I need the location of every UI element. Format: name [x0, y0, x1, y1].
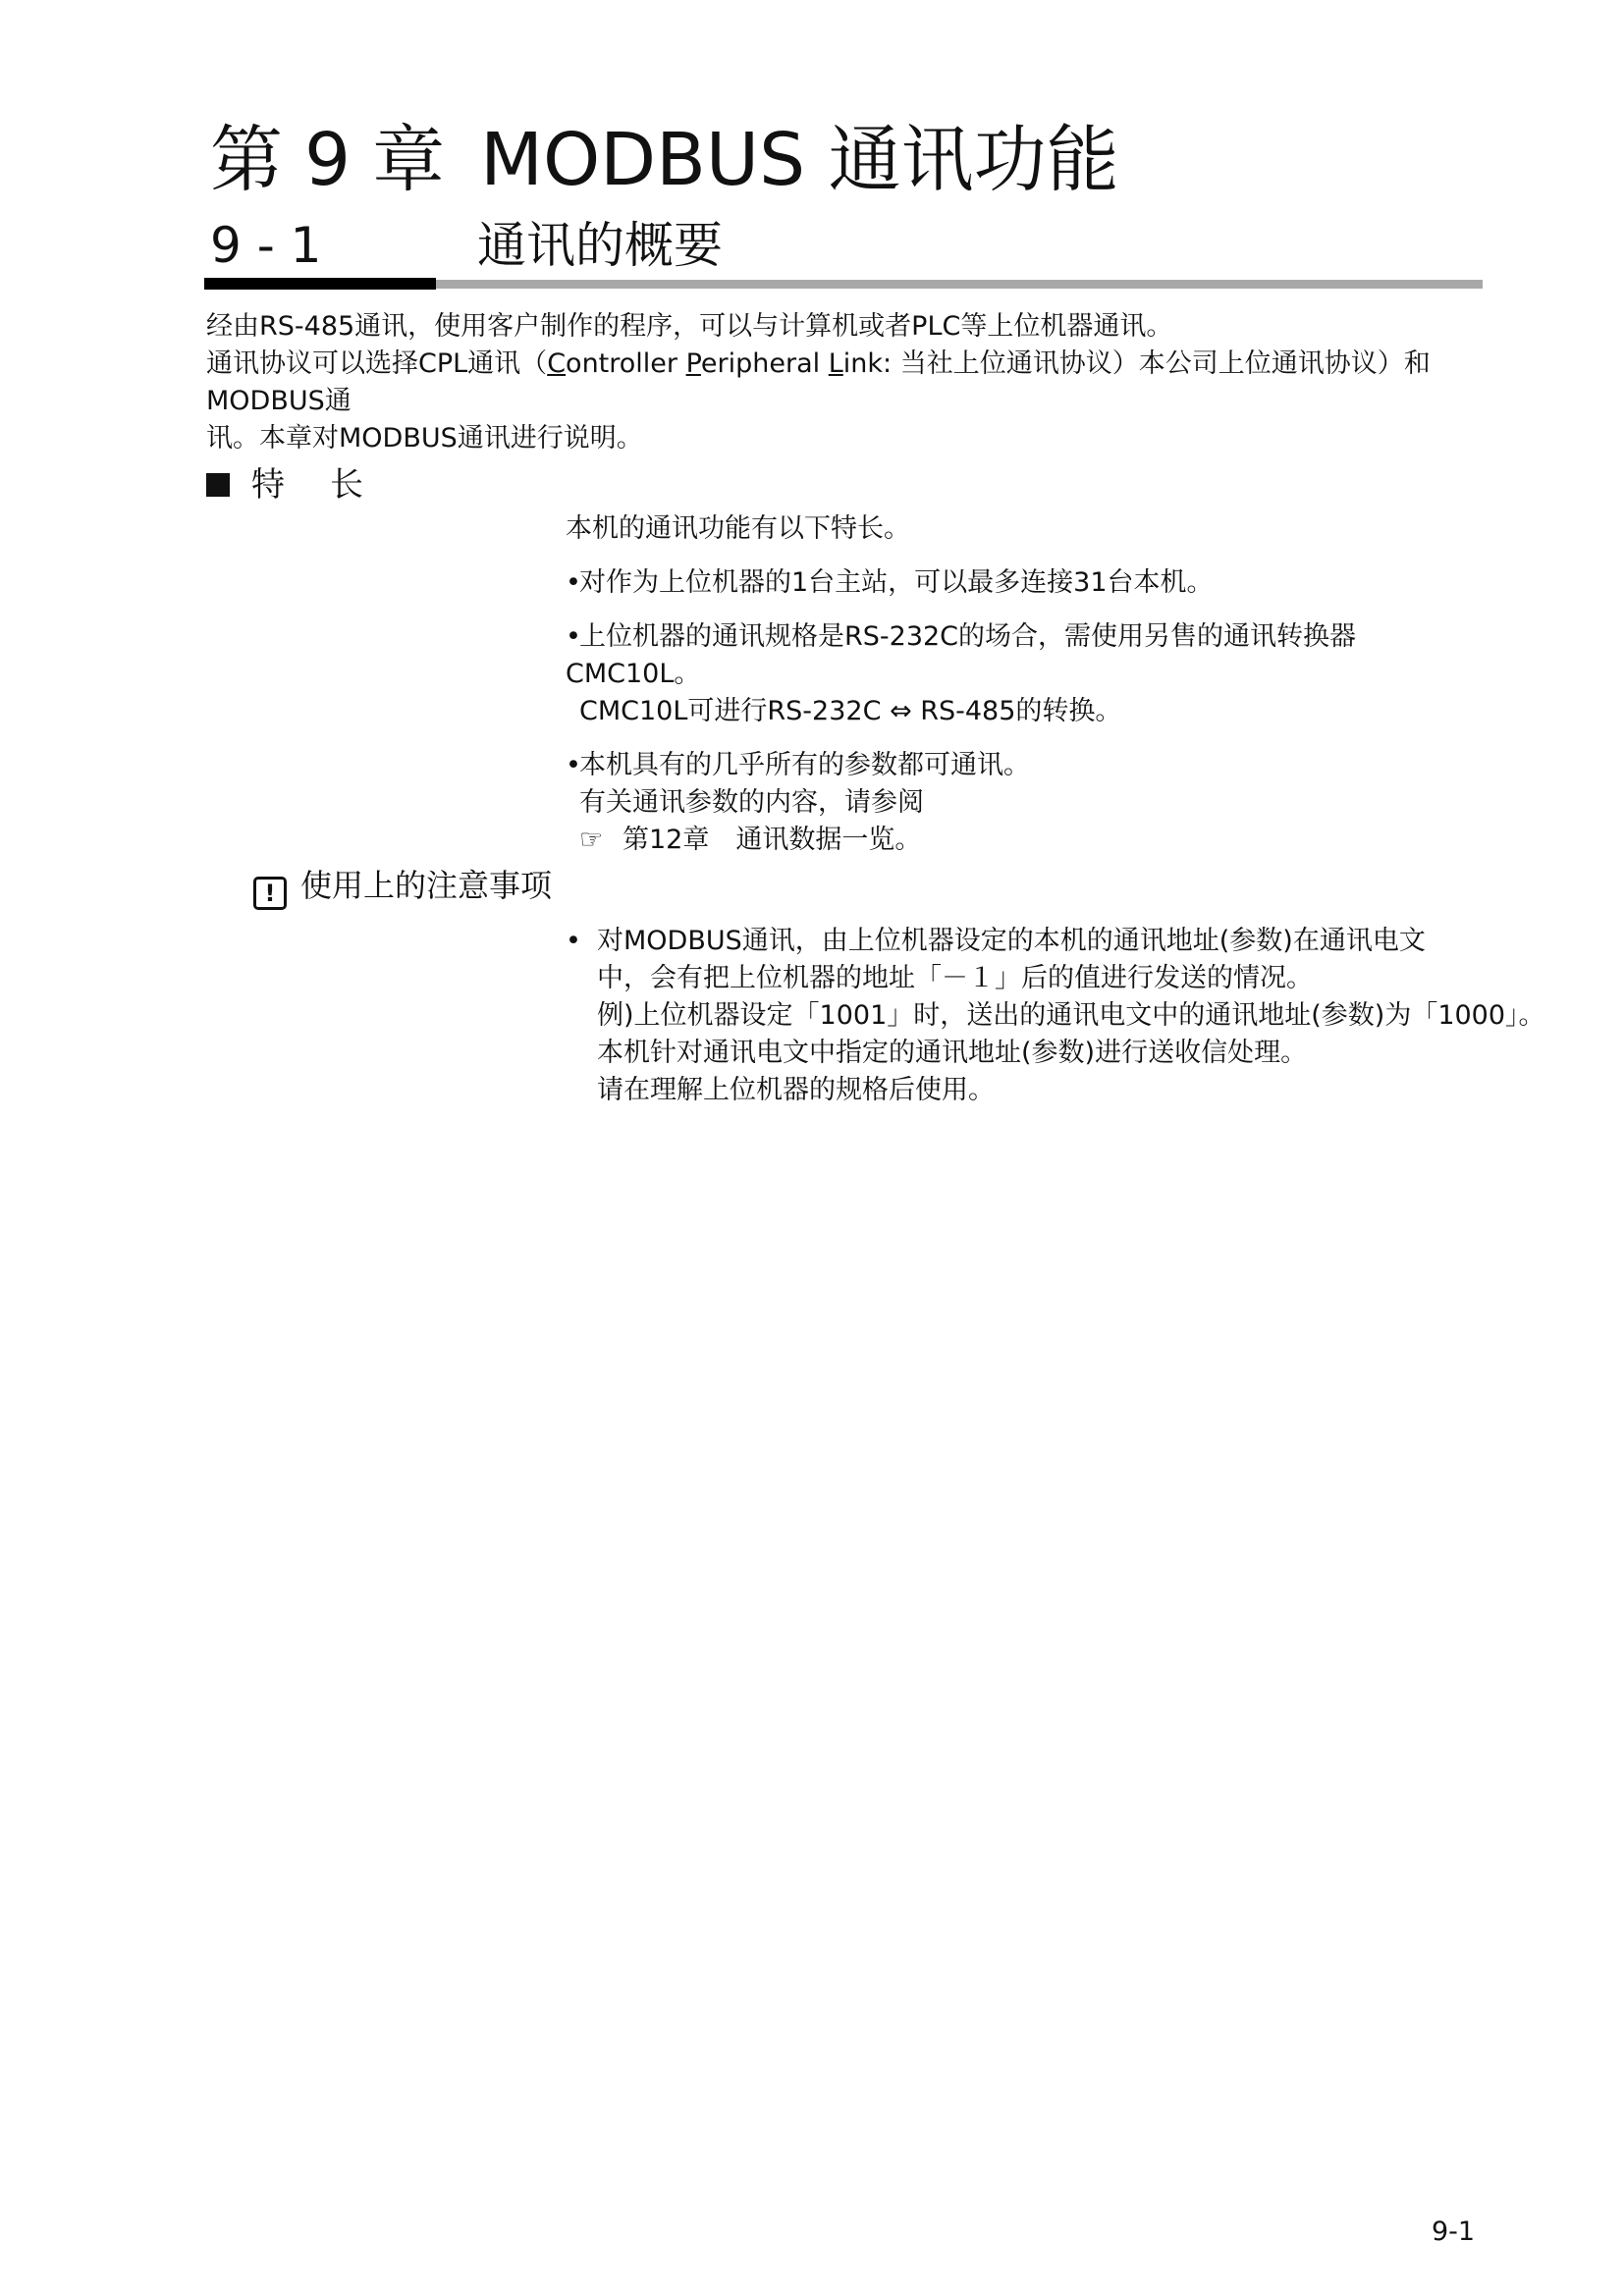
feature-item-text: 本机具有的几乎所有的参数都可通讯。	[579, 750, 1030, 780]
intro-line-2-post: ink: 当社上位通讯协议）本公司上位通讯协议）和MODBUS通	[206, 348, 1431, 416]
features-heading-a: 特	[251, 465, 285, 505]
caution-line: 例)上位机器设定「1001」时，送出的通讯电文中的通讯地址(参数)为「1000」。	[597, 1000, 1545, 1031]
caution-line: 请在理解上位机器的规格后使用。	[597, 1075, 995, 1105]
section-number: 9 - 1	[210, 217, 322, 274]
intro-line-2	[206, 346, 1483, 420]
bullet-dot: •	[566, 750, 581, 780]
intro-line-3: 讯。本章对MODBUS通讯进行说明。	[206, 423, 643, 454]
square-bullet-icon	[206, 473, 230, 497]
feature-item-text: 对作为上位机器的1台主站，可以最多连接31台本机。	[579, 567, 1214, 598]
features-lead: 本机的通讯功能有以下特长。	[566, 513, 910, 544]
intro-line-2-pre: 通讯协议可以选择CPL通讯（	[206, 348, 548, 379]
section-rule-gray	[436, 280, 1483, 289]
cross-reference: 第12章 通讯数据一览。	[623, 825, 922, 855]
features-heading-b: 长	[330, 465, 363, 505]
intro-c: C	[547, 348, 567, 379]
intro-ontroller: ontroller	[566, 348, 686, 379]
caution-icon: !	[253, 877, 287, 910]
chapter-name: MODBUS 通讯功能	[480, 118, 1119, 202]
intro-l: L	[828, 348, 843, 379]
feature-item-text: 上位机器的通讯规格是RS-232C的场合，需使用另售的通讯转换器CMC10L。	[566, 621, 1357, 689]
bullet-dot: •	[566, 567, 581, 598]
feature-item	[566, 618, 1489, 730]
intro-paragraph	[206, 308, 1483, 457]
caution-line: 本机针对通讯电文中指定的通讯地址(参数)进行送收信处理。	[597, 1038, 1308, 1068]
intro-p: P	[685, 348, 701, 379]
features-heading	[206, 463, 363, 507]
feature-item	[566, 564, 1489, 602]
chapter-title	[210, 116, 1119, 204]
pointing-hand-icon: ☞	[579, 825, 604, 855]
feature-item-text-2: 有关通讯参数的内容，请参阅	[579, 787, 924, 818]
chapter-suffix: 章	[372, 118, 446, 202]
page-number: 9-1	[1432, 2216, 1476, 2247]
feature-item-text-2: CMC10L可进行RS-232C ⇔ RS-485的转换。	[579, 696, 1122, 726]
intro-line-1: 经由RS-485通讯，使用客户制作的程序，可以与计算机或者PLC等上位机器通讯。	[206, 311, 1173, 342]
intro-eripheral: eripheral	[700, 348, 829, 379]
caution-line: 对MODBUS通讯，由上位机器设定的本机的通讯地址(参数)在通讯电文	[597, 926, 1426, 956]
feature-item	[566, 747, 1489, 859]
bullet-dot: •	[566, 926, 581, 956]
caution-heading	[253, 864, 552, 910]
section-title: 通讯的概要	[477, 217, 723, 274]
features-body	[566, 510, 1489, 859]
caution-line: 中，会有把上位机器的地址「－１」后的值进行发送的情况。	[597, 963, 1313, 993]
chapter-prefix: 第	[210, 118, 283, 202]
caution-heading-text: 使用上的注意事项	[300, 867, 553, 904]
bullet-dot: •	[566, 621, 581, 652]
chapter-number: 9	[304, 118, 352, 202]
section-rule-black	[204, 278, 436, 290]
